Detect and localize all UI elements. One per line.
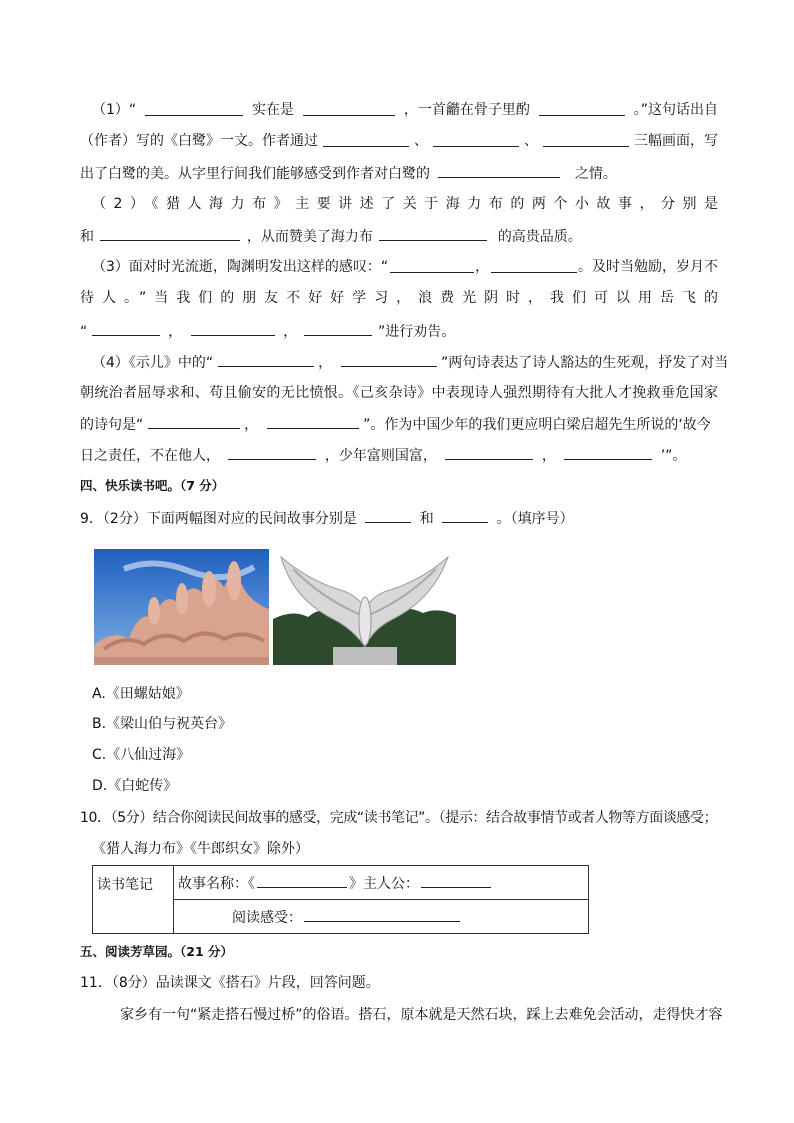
q8-2-line1: （2）《猎人海力布》主要讲述了关于海力布的两个小故事，分别是 (92, 196, 718, 212)
reading-notes-header: 读书笔记 (93, 866, 174, 934)
text: ， (541, 448, 556, 464)
blank[interactable] (218, 351, 314, 367)
story-row (174, 866, 589, 900)
reading-notes-table (92, 865, 589, 934)
q8-3-line3 (80, 320, 455, 342)
eight-immortals-sculpture-image (94, 549, 269, 665)
text: 。”这句话出自 (633, 102, 718, 118)
blank[interactable] (539, 100, 625, 116)
q8-4-line2: 朝统治者屈辱求和、苟且偷安的无比愤恨。《己亥杂诗》中表现诗人强烈期待有大批人才挽救垂危国家 (80, 385, 718, 401)
blank[interactable] (564, 444, 652, 460)
feeling-label: 阅读感受： (232, 910, 302, 926)
blank[interactable] (379, 225, 487, 241)
text: ， (475, 259, 490, 275)
text: “ (80, 324, 88, 340)
blank[interactable] (148, 413, 240, 429)
q8-4-line4 (80, 444, 686, 466)
section-heading-5: 五、阅读芳草园。（21 分） (80, 944, 233, 959)
text: 的诗句是“ (80, 417, 144, 433)
text: ’”。 (660, 448, 687, 464)
q8-3-line1 (92, 257, 718, 277)
blank[interactable] (100, 225, 240, 241)
text: （3）面对时光流逝，陶渊明发出这样的感叹：“ (92, 259, 389, 275)
blank[interactable] (442, 507, 488, 523)
blank[interactable] (438, 162, 560, 178)
text: 和 (80, 229, 94, 245)
feeling-row (174, 900, 589, 934)
blank[interactable] (304, 320, 372, 336)
text: ”进行劝告。 (377, 324, 456, 340)
q9-option-a[interactable]: A.《田螺姑娘》 (92, 686, 190, 702)
blank[interactable] (543, 131, 629, 147)
text: 、 (414, 133, 428, 149)
protagonist-blank[interactable] (421, 872, 491, 888)
text: 出了白鹭的美。从字里行间我们能够感受到作者对白鹭的 (80, 166, 430, 182)
blank[interactable] (267, 413, 359, 429)
blank[interactable] (341, 351, 437, 367)
q8-1-line3 (80, 162, 617, 184)
text: ，一首龤在骨子里酌 (403, 102, 530, 118)
q8-3-line2: 待人。”当我们的朋友不好好学习，浪费光阴时，我们可以用岳飞的 (80, 290, 718, 306)
q10-stem-line1: 10．（5分）结合你阅读民间故事的感受，完成“读书笔记”。（提示：结合故事情节或者人物等方面谈感受； (80, 810, 718, 826)
text: 三幅画面，写 (634, 133, 718, 149)
q9-option-c[interactable]: C.《八仙过海》 (92, 747, 191, 763)
text: ，少年富则国富， (324, 448, 437, 464)
blank[interactable] (191, 320, 275, 336)
text: （4）《示儿》中的“ (92, 355, 214, 371)
story-name-blank[interactable] (257, 872, 347, 888)
text: （1）“ (92, 102, 137, 118)
text: ”。作为中国少年的我们更应明白梁启超先生所说的‘故今 (363, 417, 711, 433)
protagonist-label: 》主人公： (349, 876, 419, 892)
text: ， (318, 355, 333, 371)
section-heading-4: 四、快乐读书吧。（7 分） (80, 478, 225, 493)
butterfly-lovers-sculpture-image (273, 549, 456, 665)
blank[interactable] (445, 444, 533, 460)
text: 、 (524, 133, 538, 149)
text: ，从而赞美了海力布 (246, 229, 373, 245)
text: ”两句诗表达了诗人豁达的生死观，抒发了对当 (440, 355, 729, 371)
blank[interactable] (433, 131, 519, 147)
text: 9．（2分）下面两幅图对应的民间故事分别是 (80, 511, 357, 527)
blank[interactable] (303, 100, 395, 116)
q8-4-line3 (80, 413, 711, 435)
q8-2-line2 (80, 225, 582, 247)
blank[interactable] (228, 444, 316, 460)
text: 。（填序号） (496, 511, 574, 527)
q11-stem: 11．（8分）品读课文《搭石》片段，回答问题。 (80, 975, 380, 991)
story-name-label: 故事名称：《 (178, 876, 255, 892)
q9-option-b[interactable]: B.《梁山伯与祝英台》 (92, 716, 233, 732)
q9-option-d[interactable]: D.《白蛇传》 (92, 778, 178, 794)
q11-passage-line1: 家乡有一句“紧走搭石慢过桥”的俗语。搭石，原本就是天然石块，踩上去难免会活动，走得快才容 (120, 1007, 723, 1023)
feeling-blank[interactable] (304, 906, 460, 922)
q8-4-line1 (92, 351, 728, 373)
q8-1-line1 (92, 100, 718, 120)
text: （作者）写的《白鹭》一文。作者通过 (80, 133, 318, 149)
blank[interactable] (491, 257, 577, 273)
text: 之情。 (574, 166, 617, 182)
blank[interactable] (92, 320, 160, 336)
blank[interactable] (390, 257, 474, 273)
q9-stem (80, 507, 574, 529)
text: 。及时当勉励，岁月不 (577, 259, 718, 275)
blank[interactable] (323, 131, 409, 147)
text: ， (283, 324, 298, 340)
text: 日之责任，不在他人， (80, 448, 220, 464)
text: 的高贵品质。 (497, 229, 582, 245)
blank[interactable] (145, 100, 243, 116)
q10-stem-line2: 《猎人海力布》《牛郎织女》除外） (92, 841, 309, 857)
text: 实在是 (252, 102, 295, 118)
text: ， (244, 417, 259, 433)
text: ， (168, 324, 183, 340)
blank[interactable] (365, 507, 411, 523)
q8-1-line2 (80, 131, 718, 151)
text: 和 (419, 511, 434, 527)
